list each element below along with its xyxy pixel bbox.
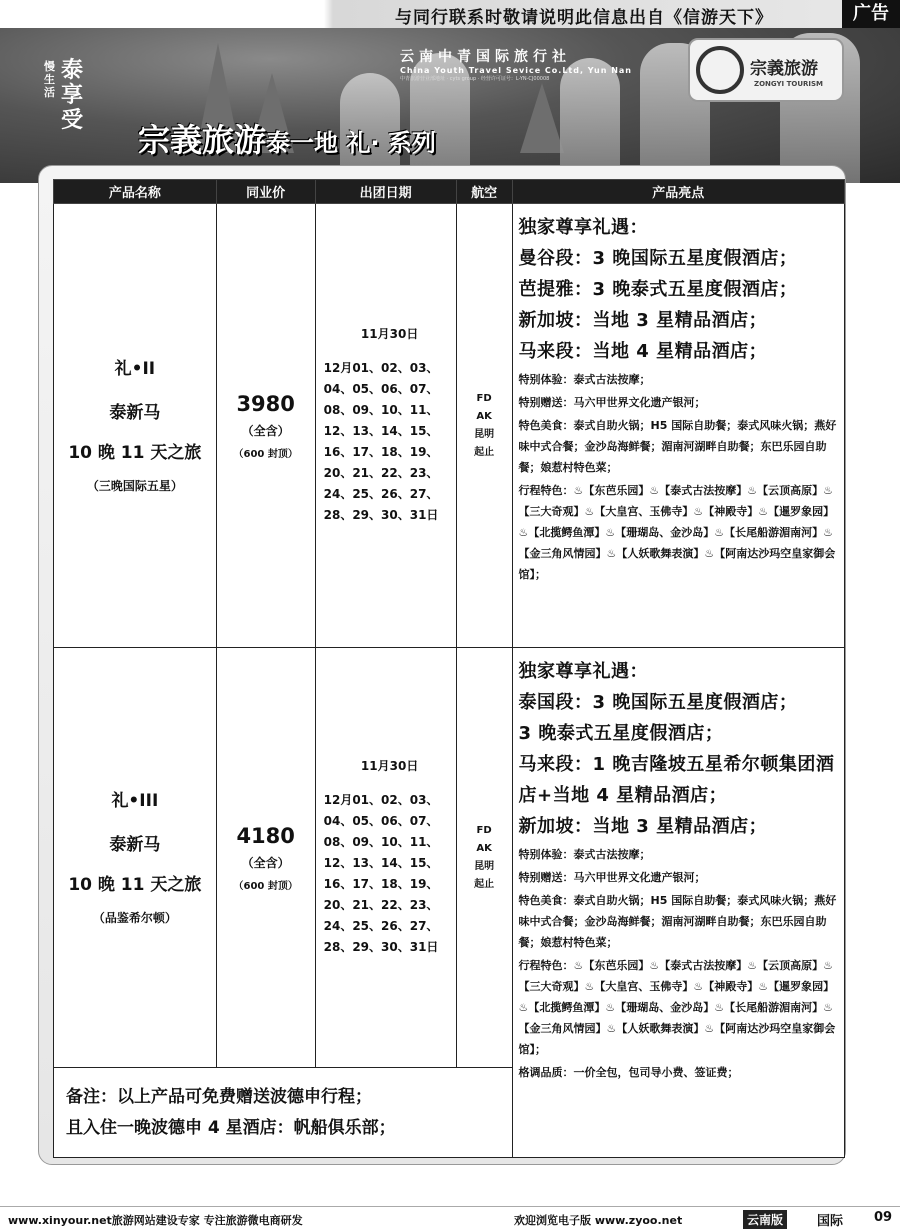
- page-footer: [0, 1206, 900, 1230]
- source-notice: 与同行联系时敬请说明此信息出自《信游天下》: [395, 8, 773, 28]
- price-cell: [216, 204, 315, 648]
- remark-line: 且入住一晚波德申 4 星酒店：帆船俱乐部；: [66, 1117, 396, 1138]
- detail-line: 特别体验：泰式古法按摩；: [518, 848, 651, 861]
- detail-line: 格调品质：一价全包，包司导小费、签证费；: [518, 1066, 739, 1079]
- airline-line: 昆明: [474, 428, 495, 440]
- highlight-line: 泰国段：3 晚国际五星度假酒店；: [518, 692, 798, 713]
- product-code: 礼•II: [114, 359, 156, 379]
- highlight-line: 独家尊享礼遇：: [518, 217, 649, 238]
- hero-banner: [0, 28, 900, 183]
- brand-logo: [688, 38, 844, 102]
- ad-tag: 广告: [842, 0, 900, 28]
- product-name-cell: [54, 204, 217, 648]
- price-cap: （600 封顶）: [233, 880, 298, 892]
- agency-block: [400, 46, 632, 82]
- product-note: （三晚国际五星）: [86, 479, 183, 493]
- detail-line: 特色美食：泰式自助火锅；H5 国际自助餐；泰式风味火锅；燕好味中式合餐；金沙岛海鲜餐；湄南河湖畔自助餐；东巴乐园自助餐；娘惹村特色菜；: [518, 894, 837, 949]
- agency-name-en: China Youth Travel Sevice Co.Ltd, Yun Nan: [400, 66, 632, 75]
- product-code: 礼•III: [111, 791, 159, 811]
- price-value: 4180: [236, 823, 295, 848]
- header-highlights: 产品亮点: [512, 180, 844, 204]
- remark-cell: [54, 1068, 513, 1158]
- airline-line: 起止: [474, 878, 495, 890]
- highlight-line: 3 晚泰式五星度假酒店；: [518, 723, 724, 744]
- airline-cell: [456, 204, 512, 648]
- header-airline: 航空: [456, 180, 512, 204]
- highlight-line: 芭提雅：3 晚泰式五星度假酒店；: [518, 279, 798, 300]
- date-first: 11月30日: [360, 759, 419, 773]
- airline-cell: [456, 648, 512, 1068]
- product-note: （品鉴希尔顿）: [92, 911, 177, 925]
- highlights-cell: [512, 204, 844, 648]
- header-price: 同业价: [216, 180, 315, 204]
- slogan-small: 慢生活: [44, 60, 55, 99]
- header-product-name: 产品名称: [54, 180, 217, 204]
- footer-badge: 云南版: [743, 1210, 787, 1229]
- date-list: 12月01、02、03、04、05、06、07、08、09、10、11、12、13、14、15、16、17、18、19、20、21、22、23、24、25、26、27、28、29、30、31日: [323, 793, 439, 954]
- detail-line: 行程特色：♨【东芭乐园】♨【泰式古法按摩】♨【云顶高原】♨【三大奇观】♨【大皇宫、玉佛寺】♨【神殿寺】♨【暹罗象园】♨【北揽鳄鱼潭】♨【珊瑚岛、金沙岛】♨【长尾船游湄南河】♨【金三角风情园】♨【人妖歌舞表演】♨【阿南达沙玛空皇家御会馆】；: [518, 484, 836, 581]
- slogan-big: 泰享受: [61, 57, 84, 133]
- footer-section: 国际: [817, 1214, 844, 1229]
- agency-info: 中青旅游营业部地址 · cyts group · 经营许可证号：L-YN-CJ00008: [400, 76, 550, 82]
- top-banner: [0, 0, 900, 28]
- price-inclusive: （全含）: [241, 423, 290, 438]
- price-value: 3980: [236, 391, 295, 416]
- product-title: 泰新马: [109, 835, 161, 855]
- table-row: [54, 648, 845, 1068]
- product-trip: 10 晚 11 天之旅: [68, 443, 202, 463]
- highlight-line: 新加坡：当地 3 星精品酒店；: [518, 310, 768, 331]
- airline-line: FD: [476, 392, 492, 404]
- highlight-line: 曼谷段：3 晚国际五星度假酒店；: [518, 248, 798, 269]
- airline-line: AK: [476, 842, 492, 854]
- airline-line: FD: [476, 824, 492, 836]
- detail-line: 特别赠送：马六甲世界文化遗产银河；: [518, 871, 706, 884]
- price-cap: （600 封顶）: [233, 448, 298, 460]
- series-main: 宗義旅游: [138, 121, 267, 159]
- product-table: [53, 179, 845, 1158]
- airline-line: AK: [476, 410, 492, 422]
- dates-cell: [315, 648, 456, 1068]
- detail-line: 特色美食：泰式自助火锅；H5 国际自助餐；泰式风味火锅；燕好味中式合餐；金沙岛海鲜餐；湄南河湖畔自助餐；东巴乐园自助餐；娘惹村特色菜；: [518, 419, 837, 474]
- logo-mark-icon: [696, 46, 744, 94]
- detail-line: 特别体验：泰式古法按摩；: [518, 373, 651, 386]
- detail-line: 特别赠送：马六甲世界文化遗产银河；: [518, 396, 706, 409]
- product-title: 泰新马: [109, 403, 161, 423]
- price-inclusive: （全含）: [241, 855, 290, 870]
- table-row: [54, 204, 845, 648]
- date-first: 11月30日: [360, 327, 419, 341]
- detail-line: 行程特色：♨【东芭乐园】♨【泰式古法按摩】♨【云顶高原】♨【三大奇观】♨【大皇宫、玉佛寺】♨【神殿寺】♨【暹罗象园】♨【北揽鳄鱼潭】♨【珊瑚岛、金沙岛】♨【长尾船游湄南河】♨【金三角风情园】♨【人妖歌舞表演】♨【阿南达沙玛空皇家御会馆】；: [518, 959, 836, 1056]
- date-list: 12月01、02、03、04、05、06、07、08、09、10、11、12、13、14、15、16、17、18、19、20、21、22、23、24、25、26、27、28、29、30、31日: [323, 361, 439, 522]
- highlight-line: 新加坡：当地 3 星精品酒店；: [518, 816, 768, 837]
- airline-line: 昆明: [474, 860, 495, 872]
- series-sub: 泰一地 礼· 系列: [266, 129, 436, 157]
- footer-left: www.xinyour.net旅游网站建设专家 专注旅游微电商研发: [8, 1214, 303, 1227]
- logo-name: 宗義旅游: [750, 59, 818, 79]
- footer-right: 欢迎浏览电子版 www.zyoo.net: [514, 1214, 683, 1227]
- highlights-cell: [512, 648, 844, 1158]
- highlight-line: 马来段：1 晚吉隆坡五星希尔顿集团酒店+当地 4 星精品酒店；: [518, 754, 835, 806]
- airline-line: 起止: [474, 446, 495, 458]
- product-name-cell: [54, 648, 217, 1068]
- dates-cell: [315, 204, 456, 648]
- series-title: [138, 115, 436, 161]
- stupa-icon: [520, 83, 564, 153]
- remark-line: 备注：以上产品可免费赠送波德申行程；: [66, 1086, 372, 1107]
- table-header-row: [54, 180, 845, 204]
- highlight-line: 独家尊享礼遇：: [518, 661, 649, 682]
- agency-name-cn: 云南中青国际旅行社: [400, 49, 571, 65]
- price-cell: [216, 648, 315, 1068]
- page-number: 09: [874, 1210, 893, 1225]
- product-trip: 10 晚 11 天之旅: [68, 875, 202, 895]
- header-dates: 出团日期: [315, 180, 456, 204]
- logo-sub: ZONGYI TOURISM: [754, 80, 823, 88]
- highlight-line: 马来段：当地 4 星精品酒店；: [518, 341, 768, 362]
